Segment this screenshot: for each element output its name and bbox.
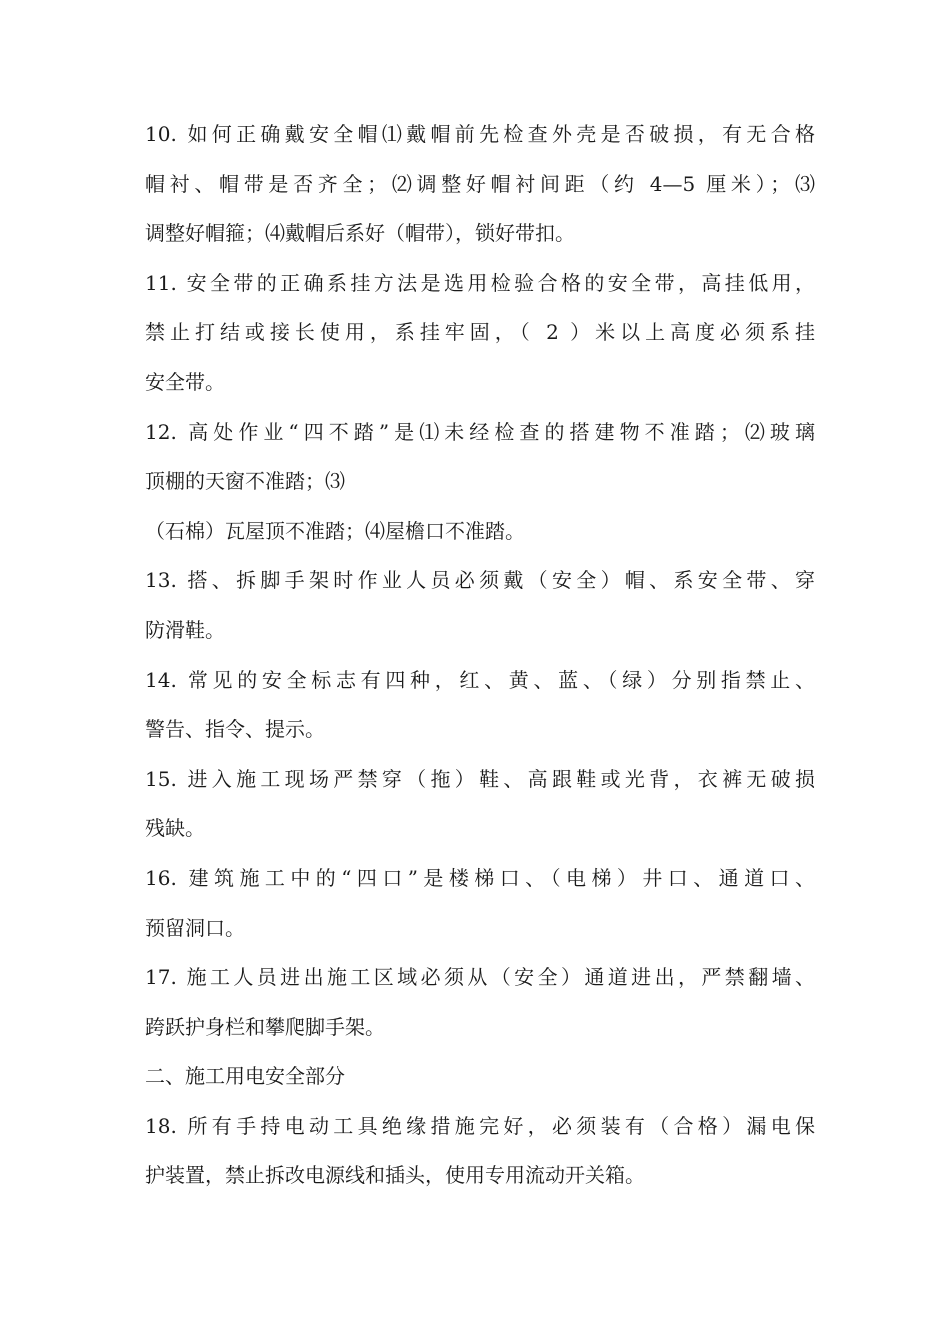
- text-line: 护装置，禁止拆改电源线和插头，使用专用流动开关箱。: [145, 1163, 645, 1188]
- section-heading: 二、施工用电安全部分: [145, 1064, 345, 1089]
- text-line: 防滑鞋。: [145, 617, 225, 642]
- text-line: 13. 搭、拆脚手架时作业人员必须戴（安全）帽、系安全带、穿: [145, 568, 815, 593]
- text-line: 17. 施工人员进出施工区域必须从（安全）通道进出，严禁翻墙、: [145, 965, 815, 990]
- text-line: 11. 安全带的正确系挂方法是选用检验合格的安全带，高挂低用，: [145, 270, 815, 295]
- text-line: 跨跃护身栏和攀爬脚手架。: [145, 1014, 385, 1039]
- text-line: 预留洞口。: [145, 915, 245, 940]
- text-line: （石棉）瓦屋顶不准踏；⑷屋檐口不准踏。: [145, 518, 525, 543]
- text-line: 15. 进入施工现场严禁穿（拖）鞋、高跟鞋或光背，衣裤无破损: [145, 766, 815, 791]
- text-line: 顶棚的天窗不准踏；⑶: [145, 469, 345, 494]
- text-line: 残缺。: [145, 816, 205, 841]
- text-line: 10. 如何正确戴安全帽⑴戴帽前先检查外壳是否破损，有无合格: [145, 122, 815, 146]
- text-line: 警告、指令、提示。: [145, 717, 325, 742]
- text-line: 调整好帽箍；⑷戴帽后系好（帽带），锁好带扣。: [145, 221, 575, 246]
- document-body: [145, 110, 815, 1201]
- text-line: 14. 常见的安全标志有四种，红、黄、蓝、（绿）分别指禁止、: [145, 667, 815, 692]
- text-line: 禁止打结或接长使用，系挂牢固，（ 2 ）米以上高度必须系挂: [145, 320, 815, 345]
- text-line: 帽衬、帽带是否齐全；⑵调整好帽衬间距（约 4—5 厘米）；⑶: [145, 171, 815, 196]
- text-line: 16. 建筑施工中的“四口”是楼梯口、（电梯）井口、通道口、: [145, 865, 815, 890]
- text-line: 安全带。: [145, 369, 225, 394]
- text-line: 12. 高处作业“四不踏”是⑴未经检查的搭建物不准踏；⑵玻璃: [145, 419, 815, 444]
- text-line: 18. 所有手持电动工具绝缘措施完好，必须装有（合格）漏电保: [145, 1113, 815, 1138]
